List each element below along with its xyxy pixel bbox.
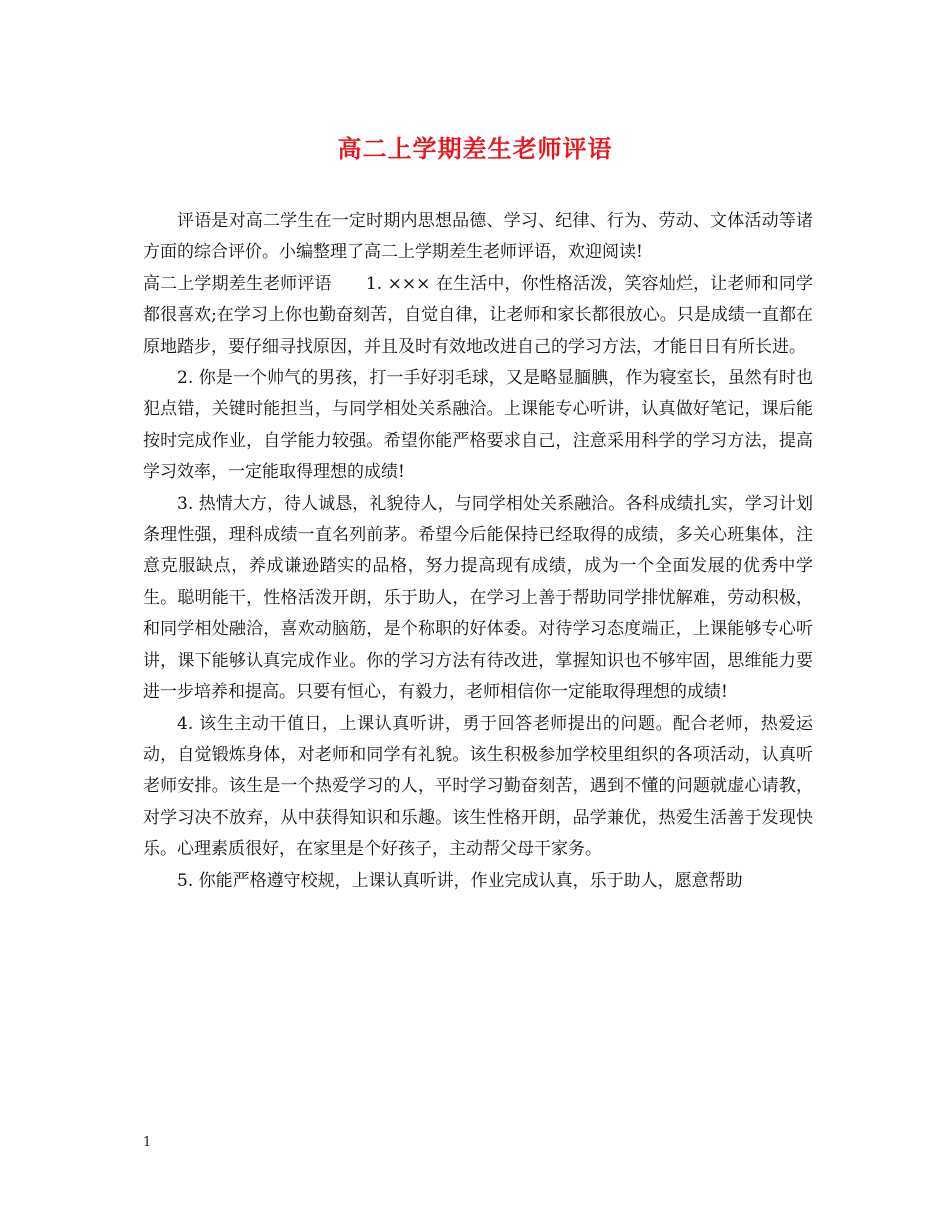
document-body bbox=[143, 206, 813, 897]
comment-paragraph-4: 4. 该生主动干值日，上课认真听讲，勇于回答老师提出的问题。配合老师，热爱运动，自觉锻炼身体，对老师和同学有礼貌。该生积极参加学校里组织的各项活动，认真听老师安排。该生是一个热爱学习的人，平时学习勤奋刻苦，遇到不懂的问题就虚心请教，对学习决不放弃，从中获得知识和乐趣。该生性格开朗，品学兼优，热爱生活善于发现快乐。心理素质很好，在家里是个好孩子，主动帮父母干家务。 bbox=[143, 713, 813, 860]
comment-paragraph-1: 高二上学期差生老师评语 1. ××× 在生活中，你性格活泼，笑容灿烂，让老师和同学都很喜欢;在学习上你也勤奋刻苦，自觉自律，让老师和家长都很放心。只是成绩一直都在原地踏步，要仔细寻找原因，并且及时有效地改进自己的学习方法，才能日日有所长进。 bbox=[143, 273, 813, 357]
intro-paragraph: 评语是对高二学生在一定时期内思想品德、学习、纪律、行为、劳动、文体活动等诸方面的综合评价。小编整理了高二上学期差生老师评语，欢迎阅读! bbox=[143, 211, 813, 263]
comment-paragraph-3: 3. 热情大方，待人诚恳，礼貌待人，与同学相处关系融洽。各科成绩扎实，学习计划条理性强，理科成绩一直名列前茅。希望今后能保持已经取得的成绩，多关心班集体，注意克服缺点，养成谦逊踏实的品格，努力提高现有成绩，成为一个全面发展的优秀中学生。聪明能干，性格活泼开朗，乐于助人，在学习上善于帮助同学排忧解难，劳动积极，和同学相处融洽，喜欢动脑筋，是个称职的好体委。对待学习态度端正，上课能够专心听讲，课下能够认真完成作业。你的学习方法有待改进，掌握知识也不够牢固，思维能力要进一步培养和提高。只要有恒心，有毅力，老师相信你一定能取得理想的成绩! bbox=[143, 493, 813, 703]
comment-paragraph-5: 5. 你能严格遵守校规，上课认真听讲，作业完成认真，乐于助人，愿意帮助 bbox=[177, 870, 743, 891]
page-number: 1 bbox=[143, 1135, 152, 1150]
document-title: 高二上学期差生老师评语 bbox=[337, 134, 613, 163]
comment-paragraph-2: 2. 你是一个帅气的男孩，打一手好羽毛球，又是略显腼腆，作为寝室长，虽然有时也犯点错，关键时能担当，与同学相处关系融洽。上课能专心听讲，认真做好笔记，课后能按时完成作业，自学能力较强。希望你能严格要求自己，注意采用科学的学习方法，提高学习效率，一定能取得理想的成绩! bbox=[143, 368, 813, 483]
